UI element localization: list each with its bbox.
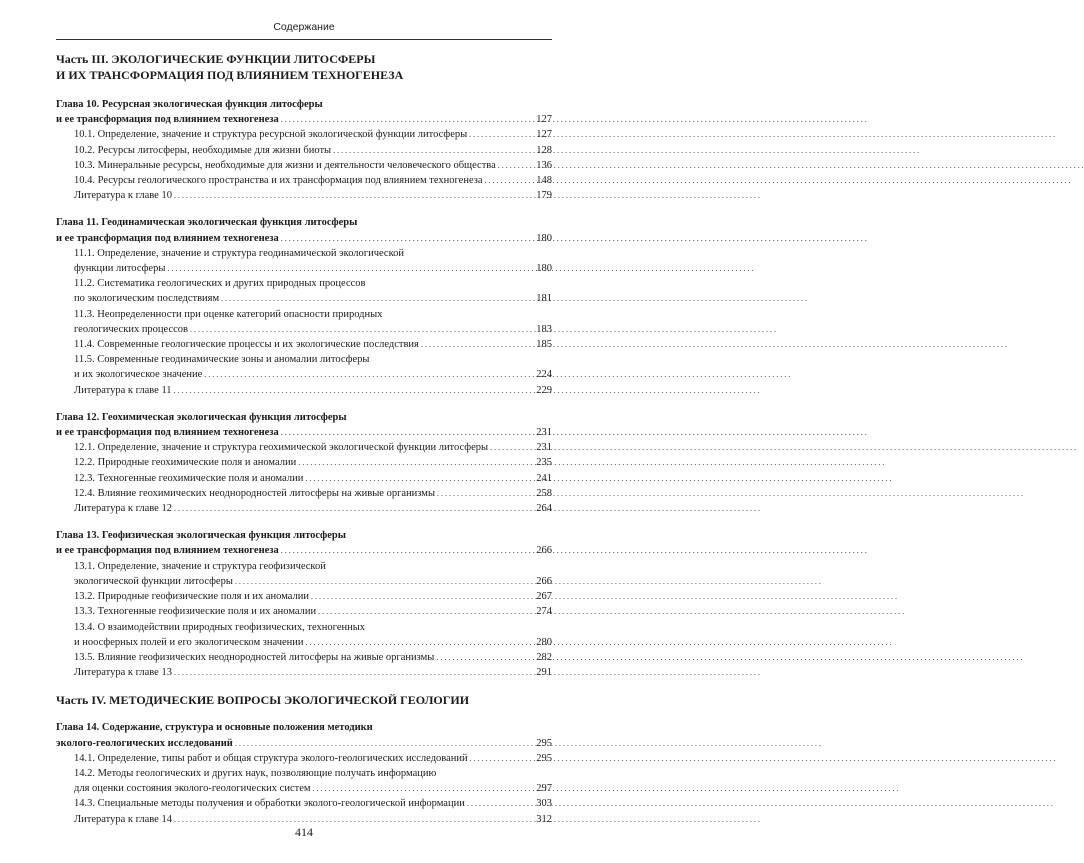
toc-entry-13-1-line-1[interactable]: 13.1. Определение, значение и структура геофизической — [74, 560, 326, 572]
dot-leader — [437, 486, 534, 501]
toc-entry-page: 231 — [536, 442, 552, 454]
toc-entry-11-1-line-1[interactable]: 11.1. Определение, значение и структура геодинамической экологической — [74, 247, 405, 259]
dot-leader — [298, 455, 534, 470]
toc-entry-page: 180 — [536, 263, 552, 275]
toc-entry-page: 136 — [536, 159, 552, 171]
toc-entry-page: 266 — [536, 575, 552, 587]
dot-leader — [485, 173, 535, 188]
dot-leader — [281, 231, 534, 246]
toc-entry-page: 274 — [536, 606, 552, 618]
table-of-contents — [56, 51, 552, 839]
running-header: Содержание — [273, 21, 335, 33]
part-3-title-line-1: Часть III. ЭКОЛОГИЧЕСКИЕ ФУНКЦИИ ЛИТОСФЕРЫ — [56, 52, 376, 66]
dot-leader — [281, 112, 534, 127]
chapter-13 — [56, 528, 552, 680]
toc-entry-13-4-line-2[interactable]: и ноосферных полей и его экологическом значении . . . 280 — [56, 635, 552, 650]
chapter-14-title-line-2[interactable]: эколого-геологических исследований . . . 295 — [56, 736, 552, 751]
toc-entry-page: 295 — [536, 752, 552, 764]
toc-entry-14-2-line-2[interactable]: для оценки состояния эколого-геологических систем . . . 297 — [56, 781, 552, 796]
chapter-13-title-line-2[interactable]: и ее трансформация под влиянием техногенеза . . . 266 — [56, 543, 552, 558]
part-3-heading — [56, 51, 552, 83]
dot-leader — [190, 322, 534, 337]
toc-entry-page: 303 — [536, 798, 552, 810]
toc-entry-page: 297 — [536, 783, 552, 795]
toc-entry-page: 183 — [536, 323, 552, 335]
chapter-13-page: 266 — [536, 545, 552, 557]
toc-entry-10-3[interactable]: 10.3. Минеральные ресурсы, необходимые для жизни и деятельности человеческого общества . . . 136 — [56, 158, 552, 173]
dot-leader — [235, 574, 534, 589]
toc-entry-13-literature[interactable]: Литература к главе 13 . . . 291 — [56, 665, 552, 680]
toc-entry-11-2-line-2[interactable]: по экологическим последствиям . . . 181 — [56, 291, 552, 306]
toc-entry-page: 128 — [536, 144, 552, 156]
dot-leader — [174, 665, 534, 680]
chapter-12-title-line-1[interactable]: Глава 12. Геохимическая экологическая функция литосферы — [56, 411, 347, 423]
toc-entry-page: 229 — [536, 384, 552, 396]
toc-entry-page: 312 — [536, 813, 552, 825]
toc-entry-11-5-line-1[interactable]: 11.5. Современные геодинамические зоны и аномалии литосферы — [74, 354, 370, 366]
chapter-13-title-line-1[interactable]: Глава 13. Геофизическая экологическая функция литосферы — [56, 530, 346, 542]
toc-entry-page: 241 — [536, 472, 552, 484]
part-4-heading — [56, 692, 552, 708]
chapter-12-page: 231 — [536, 427, 552, 439]
toc-entry-13-4-line-1[interactable]: 13.4. О взаимодействии природных геофизических, техногенных — [74, 621, 366, 633]
toc-entry-page: 282 — [536, 651, 552, 663]
toc-entry-14-literature[interactable]: Литература к главе 14 . . . 312 — [56, 812, 552, 827]
toc-entry-page: 224 — [536, 369, 552, 381]
chapter-14-title-line-1[interactable]: Глава 14. Содержание, структура и основные положения методики — [56, 722, 373, 734]
dot-leader — [281, 425, 534, 440]
toc-entry-12-literature[interactable]: Литература к главе 12 . . . 264 — [56, 501, 552, 516]
dot-leader — [281, 543, 534, 558]
toc-entry-page: 148 — [536, 175, 552, 187]
chapter-11 — [56, 215, 552, 397]
chapter-14 — [56, 720, 552, 826]
dot-leader — [174, 188, 534, 203]
dot-leader — [313, 781, 535, 796]
dot-leader — [333, 143, 534, 158]
dot-leader — [305, 471, 534, 486]
dot-leader — [204, 367, 534, 382]
chapter-10-title-line-2[interactable]: и ее трансформация под влиянием техногенеза . . . 127 — [56, 112, 552, 127]
toc-entry-12-3[interactable]: 12.3. Техногенные геохимические поля и аномалии . . . 241 — [56, 471, 552, 486]
dot-leader — [235, 736, 534, 751]
dot-leader — [174, 383, 535, 398]
part-4-title: Часть IV. МЕТОДИЧЕСКИЕ ВОПРОСЫ ЭКОЛОГИЧЕСКОЙ ГЕОЛОГИИ — [56, 693, 470, 708]
toc-entry-11-3-line-2[interactable]: геологических процессов . . . 183 — [56, 322, 552, 337]
chapter-10 — [56, 97, 552, 203]
toc-entry-11-3-line-1[interactable]: 11.3. Неопределенности при оценке категорий опасности природных — [74, 308, 383, 320]
dot-leader — [306, 635, 535, 650]
toc-entry-13-3[interactable]: 13.3. Техногенные геофизические поля и их аномалии . . . 274 — [56, 604, 552, 619]
dot-leader — [467, 796, 534, 811]
part-3-title-line-2: И ИХ ТРАНСФОРМАЦИЯ ПОД ВЛИЯНИЕМ ТЕХНОГЕНЕЗА — [56, 68, 404, 82]
dot-leader — [167, 261, 534, 276]
chapter-10-page: 127 — [536, 114, 552, 126]
dot-leader — [469, 127, 534, 142]
chapter-11-title-line-1[interactable]: Глава 11. Геодинамическая экологическая функция литосферы — [56, 217, 358, 229]
chapter-10-title-line-1[interactable]: Глава 10. Ресурсная экологическая функция литосферы — [56, 99, 323, 110]
toc-entry-11-2-line-1[interactable]: 11.2. Систематика геологических и других природных процессов — [74, 278, 366, 290]
toc-entry-14-3[interactable]: 14.3. Специальные методы получения и обработки эколого-геологической информации . . . 303 — [56, 796, 552, 811]
toc-entry-10-literature[interactable]: Литература к главе 10 . . . 179 — [56, 188, 552, 203]
toc-entry-12-1[interactable]: 12.1. Определение, значение и структура геохимической экологической функции литосферы . . . 231 — [56, 440, 552, 455]
dot-leader — [498, 158, 534, 173]
toc-entry-11-literature[interactable]: Литература к главе 11 . . . 229 — [56, 383, 552, 398]
toc-entry-page: 181 — [536, 293, 552, 305]
toc-entry-11-4[interactable]: 11.4. Современные геологические процессы и их экологические последствия . . . 185 — [56, 337, 552, 352]
dot-leader — [311, 589, 534, 604]
toc-entry-page: 235 — [536, 457, 552, 469]
toc-entry-page: 127 — [536, 129, 552, 141]
toc-entry-10-1[interactable]: 10.1. Определение, значение и структура ресурсной экологической функции литосферы . . . 127 — [56, 127, 552, 142]
toc-entry-12-2[interactable]: 12.2. Природные геохимические поля и аномалии . . . 235 — [56, 455, 552, 470]
toc-entry-11-1-line-2[interactable]: функции литосферы . . . 180 — [56, 261, 552, 276]
toc-entry-13-1-line-2[interactable]: экологической функции литосферы . . . 266 — [56, 574, 552, 589]
toc-entry-page: 179 — [536, 190, 552, 202]
toc-entry-12-4[interactable]: 12.4. Влияние геохимических неоднородностей литосферы на живые организмы . . . 258 — [56, 486, 552, 501]
toc-entry-10-2[interactable]: 10.2. Ресурсы литосферы, необходимые для жизни биоты . . . 128 — [56, 143, 552, 158]
chapter-11-title-line-2[interactable]: и ее трансформация под влиянием техногенеза . . . 180 — [56, 231, 552, 246]
dot-leader — [221, 291, 534, 306]
toc-entry-page: 264 — [536, 503, 552, 515]
toc-entry-14-2-line-1[interactable]: 14.2. Методы геологических и других наук, позволяющие получать информацию — [74, 767, 437, 779]
dot-leader — [318, 604, 534, 619]
chapter-12-title-line-2[interactable]: и ее трансформация под влиянием техногенеза . . . 231 — [56, 425, 552, 440]
dot-leader — [490, 440, 534, 455]
toc-entry-page: 267 — [536, 591, 552, 603]
toc-entry-page: 185 — [536, 339, 552, 351]
toc-entry-13-2[interactable]: 13.2. Природные геофизические поля и их аномалии . . . 267 — [56, 589, 552, 604]
chapter-11-page: 180 — [536, 232, 552, 244]
toc-entry-14-1[interactable]: 14.1. Определение, типы работ и общая структура эколого-геологических исследований . . . 295 — [56, 751, 552, 766]
chapter-14-page: 295 — [536, 737, 552, 749]
toc-entry-10-4[interactable]: 10.4. Ресурсы геологического пространства и их трансформация под влиянием техногенеза . . . 148 — [56, 173, 552, 188]
page-number: 414 — [295, 825, 313, 839]
toc-entry-11-5-line-2[interactable]: и их экологическое значение . . . 224 — [56, 367, 552, 382]
dot-leader — [436, 650, 534, 665]
header-rule — [56, 39, 552, 40]
dot-leader — [421, 337, 534, 352]
chapter-12 — [56, 410, 552, 516]
toc-entry-page: 280 — [536, 636, 552, 648]
toc-entry-page: 258 — [536, 487, 552, 499]
dot-leader — [174, 501, 534, 516]
toc-entry-13-5[interactable]: 13.5. Влияние геофизических неоднородностей литосферы на живые организмы . . . 282 — [56, 650, 552, 665]
toc-entry-page: 291 — [536, 667, 552, 679]
dot-leader — [470, 751, 535, 766]
